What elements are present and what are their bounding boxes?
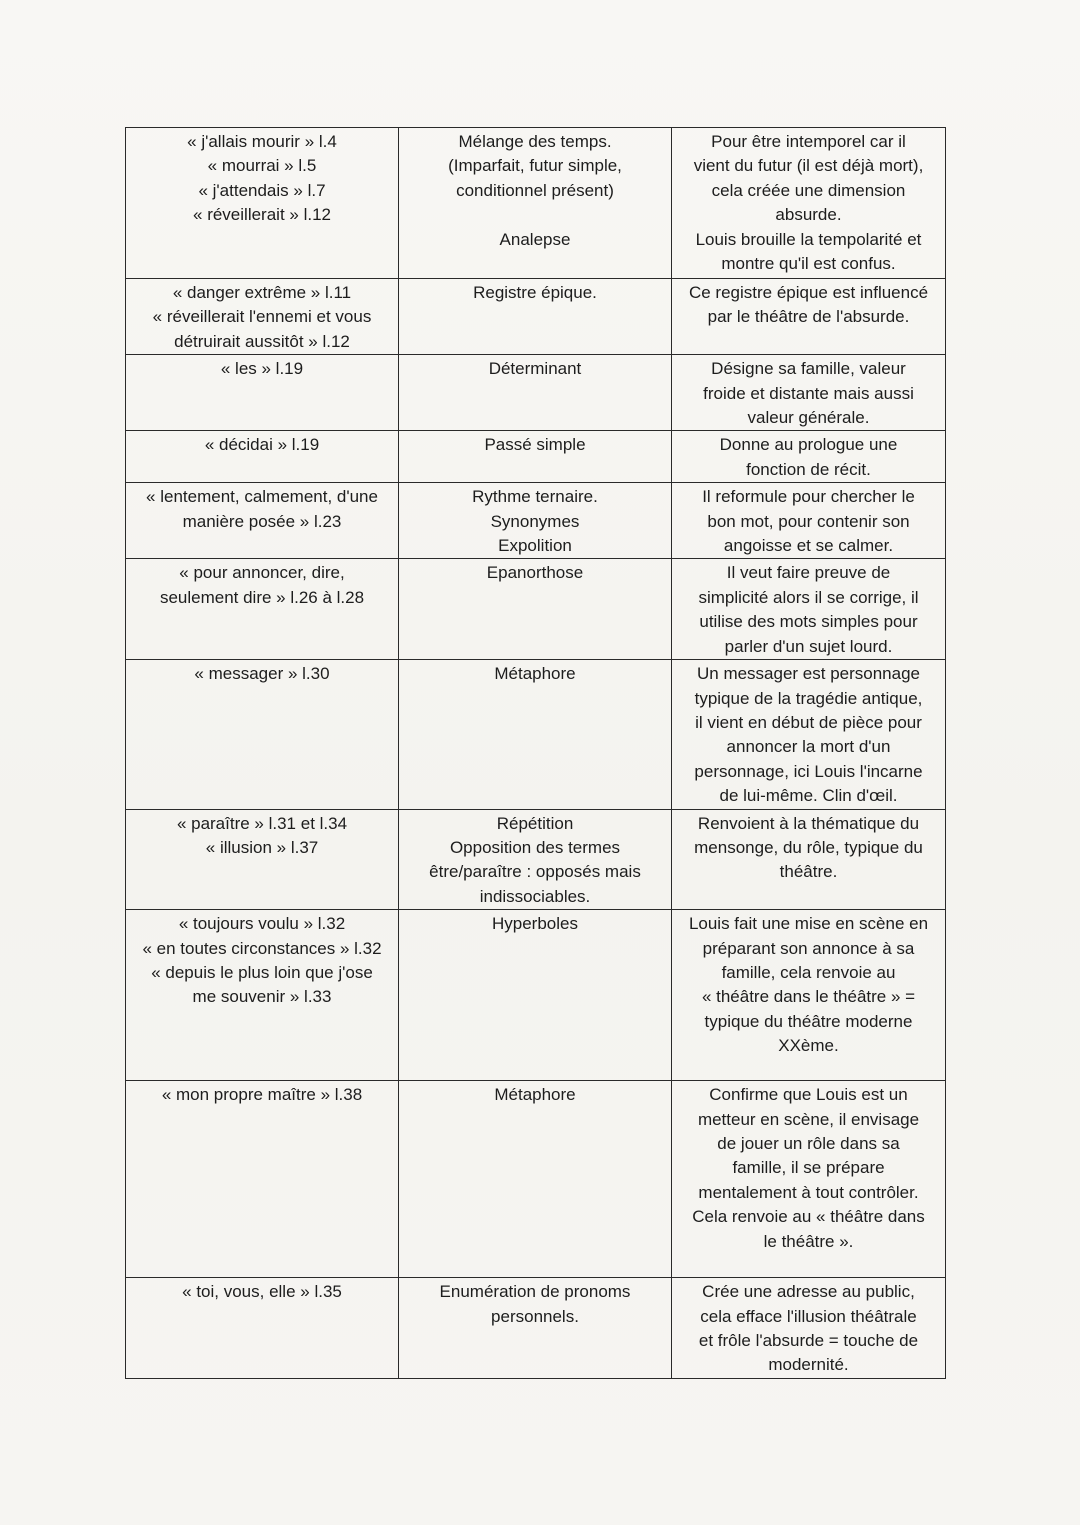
cell-line: Donne au prologue une [719,435,898,455]
cell-line: annoncer la mort d'un [726,737,891,757]
quote-cell [126,1081,399,1278]
cell-line: conditionnel présent) [456,180,614,200]
cell-line: « illusion » l.37 [205,837,319,857]
table-row [126,483,946,559]
cell-line: simplicité alors il se corrige, il [698,587,919,607]
cell-line: Cela renvoie au « théâtre dans [692,1207,925,1227]
table-row [126,910,946,1081]
procede-cell [399,809,672,910]
quote-cell [126,431,399,483]
cell-line: Enumération de pronoms [439,1282,631,1302]
table-row [126,559,946,660]
cell-line: Mélange des temps. [458,132,612,151]
cell-line: indissociables. [479,886,591,906]
cell-line: valeur générale. [747,408,870,428]
cell-line: « paraître » l.31 et l.34 [176,813,348,833]
cell-line: personnage, ici Louis l'incarne [694,761,923,781]
procede-cell [399,483,672,559]
cell-line: « toujours voulu » l.32 [178,914,346,934]
cell-line: utilise des mots simples pour [699,612,918,632]
cell-line: famille, il se prépare [732,1158,885,1178]
cell-line: théâtre. [779,862,838,882]
cell-line: Renvoient à la thématique du [697,813,920,833]
cell-line: me souvenir » l.33 [192,987,332,1007]
cell-line: vient du futur (il est déjà mort), [693,156,924,176]
procede-cell [399,431,672,483]
procede-cell [399,660,672,809]
effet-cell [672,279,946,355]
cell-line: cela efface l'illusion théâtrale [700,1306,917,1326]
cell-line: « messager » l.30 [194,664,330,684]
cell-line: typique du théâtre moderne [704,1011,913,1031]
cell-line: Rythme ternaire. [472,487,598,507]
cell-line: le théâtre ». [763,1231,854,1251]
cell-line: metteur en scène, il envisage [697,1109,920,1129]
quote-cell [126,660,399,809]
cell-line: Répétition [496,813,574,833]
effet-cell [672,660,946,809]
effet-cell [672,1081,946,1278]
effet-cell [672,809,946,910]
quote-cell [126,128,399,279]
cell-line: bon mot, pour contenir son [707,511,910,531]
cell-line: « en toutes circonstances » l.32 [142,938,382,958]
cell-line: fonction de récit. [746,459,871,479]
cell-line: parler d'un sujet lourd. [724,636,893,656]
cell-line: « pour annoncer, dire, [179,563,345,583]
cell-line [405,203,665,227]
cell-line: de jouer un rôle dans sa [717,1133,900,1153]
quote-cell [126,279,399,355]
cell-line: préparant son annonce à sa [702,938,915,958]
cell-line: Epanorthose [486,563,584,583]
cell-line: XXème. [778,1036,839,1056]
effet-cell [672,483,946,559]
table-row [126,279,946,355]
cell-line: « danger extrême » l.11 [172,283,352,302]
cell-line: et frôle l'absurde = touche de [698,1330,919,1350]
quote-cell [126,1278,399,1379]
procede-cell [399,1278,672,1379]
effet-cell [672,355,946,431]
cell-line: Il reformule pour chercher le [702,487,915,507]
effet-cell [672,910,946,1081]
cell-line: mentalement à tout contrôler. [698,1182,919,1202]
cell-line: « réveillerait » l.12 [193,205,331,225]
cell-line: (Imparfait, futur simple, [448,156,622,176]
quote-cell [126,483,399,559]
effet-cell [672,559,946,660]
cell-line: Métaphore [494,664,576,684]
cell-line: froide et distante mais aussi [703,383,914,403]
cell-line: Hyperboles [492,914,578,934]
cell-line: « j'attendais » l.7 [198,180,326,200]
cell-line: de lui-même. Clin d'œil. [719,786,898,806]
cell-line: Louis fait une mise en scène en [688,914,929,934]
cell-line: il vient en début de pièce pour [695,712,922,732]
procede-cell [399,355,672,431]
cell-line: « mon propre maître » l.38 [161,1085,363,1105]
cell-line: Passé simple [484,435,586,455]
cell-line: « les » l.19 [220,359,304,379]
cell-line: Expolition [498,536,572,556]
cell-line: être/paraître : opposés mais [429,862,641,882]
cell-line: Louis brouille la tempolarité et [695,229,922,249]
cell-line: cela créée une dimension [711,180,906,200]
cell-line: angoisse et se calmer. [723,536,894,556]
cell-line: Désigne sa famille, valeur [711,359,906,379]
procede-cell [399,559,672,660]
table-row [126,809,946,910]
table-row [126,660,946,809]
cell-line: Un messager est personnage [696,664,921,684]
cell-line: Il veut faire preuve de [726,563,891,583]
cell-line: par le théâtre de l'absurde. [707,307,910,327]
cell-line: typique de la tragédie antique, [694,688,923,708]
cell-line: « j'allais mourir » l.4 [187,132,337,151]
table-body [126,128,946,1379]
procede-cell [399,128,672,279]
cell-line: Confirme que Louis est un [709,1085,908,1105]
cell-line: personnels. [491,1306,579,1326]
quote-cell [126,355,399,431]
cell-line: « réveillerait l'ennemi et vous [152,307,372,327]
quote-cell [126,809,399,910]
table-row [126,431,946,483]
table-row [126,1081,946,1278]
cell-line: « toi, vous, elle » l.35 [182,1282,342,1302]
cell-line: mensonge, du rôle, typique du [694,837,923,857]
cell-line: absurde. [775,205,842,225]
cell-line: Ce registre épique est influencé [688,283,929,302]
effet-cell [672,128,946,279]
procede-cell [399,1081,672,1278]
cell-line: « mourrai » l.5 [207,156,317,176]
cell-line: famille, cela renvoie au [721,962,896,982]
quote-cell [126,910,399,1081]
procede-cell [399,910,672,1081]
cell-line: Registre épique. [473,283,597,302]
cell-line: Crée une adresse au public, [702,1282,915,1302]
table-row [126,355,946,431]
table-row [126,128,946,279]
cell-line: Opposition des termes [449,837,621,857]
analysis-table [125,127,946,1379]
quote-cell [126,559,399,660]
cell-line: Synonymes [490,511,580,531]
cell-line: Métaphore [494,1085,576,1105]
cell-line: détruirait aussitôt » l.12 [174,331,350,351]
cell-line: montre qu'il est confus. [721,254,896,274]
cell-line: modernité. [768,1355,849,1375]
cell-line: « théâtre dans le théâtre » = [701,987,916,1007]
effet-cell [672,1278,946,1379]
cell-line: manière posée » l.23 [182,511,342,531]
cell-line: Déterminant [488,359,582,379]
cell-line: « lentement, calmement, d'une [146,487,378,507]
cell-line: « depuis le plus loin que j'ose [151,962,373,982]
table-row [126,1278,946,1379]
cell-line: Analepse [499,229,571,249]
cell-line: « décidai » l.19 [204,435,320,455]
cell-line: Pour être intemporel car il [711,132,906,151]
procede-cell [399,279,672,355]
cell-line: seulement dire » l.26 à l.28 [159,587,365,607]
effet-cell [672,431,946,483]
